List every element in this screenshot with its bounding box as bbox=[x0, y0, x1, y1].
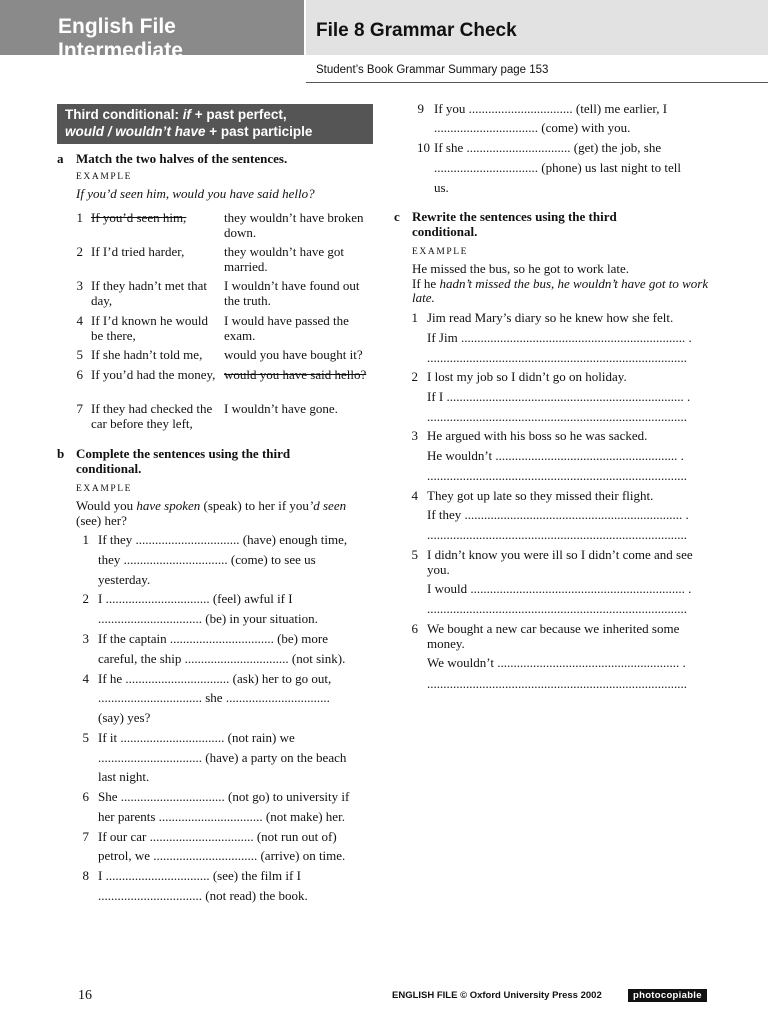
part-b-item-10-line-2: ................................ (phone) us last night to tell bbox=[434, 160, 681, 175]
part-c-item-5-number: 5 bbox=[411, 547, 418, 562]
part-b-example-label: EXAMPLE bbox=[76, 484, 133, 494]
part-c-item-5-question-line-1: I didn’t know you were ill so I didn’t come and see bbox=[427, 547, 693, 562]
part-a-instruction: Match the two halves of the sentences. bbox=[76, 151, 288, 166]
part-b-item-3-line-1: If the captain ................................ (be) more bbox=[98, 631, 328, 646]
part-b-item-1-line-2: they ................................ (come) to see us bbox=[98, 552, 316, 567]
part-a-row-6-left: If you’d had the money, bbox=[91, 367, 216, 382]
part-b-item-10-line-1: If she ................................ (get) the job, she bbox=[434, 140, 662, 155]
part-b-letter: b bbox=[57, 446, 65, 461]
page-number: 16 bbox=[78, 988, 92, 1003]
part-b-item-9-line-1: If you ................................ (tell) me earlier, I bbox=[434, 101, 668, 116]
part-a-row-4-left: If I’d known he would be there, bbox=[91, 313, 208, 343]
part-b-item-10-number: 10 bbox=[417, 140, 430, 155]
part-c-item-5-answer-start[interactable]: I would .................................................................. . bbox=[427, 581, 692, 596]
part-a-letter: a bbox=[57, 151, 64, 166]
section-title-line-2: would / wouldn’t have + past participle bbox=[65, 124, 313, 139]
part-c-item-4-answer-line[interactable]: ................................................................................ bbox=[427, 527, 687, 542]
part-c-item-1-answer-line[interactable]: ................................................................................ bbox=[427, 350, 687, 365]
part-a-row-2-number: 2 bbox=[76, 244, 83, 259]
part-a-row-3-number: 3 bbox=[76, 278, 83, 293]
part-c-item-2-number: 2 bbox=[411, 369, 418, 384]
part-c-item-6-number: 6 bbox=[411, 621, 418, 636]
part-c-item-3-number: 3 bbox=[411, 428, 418, 443]
header-subtitle-bar bbox=[306, 56, 768, 83]
part-a-row-3-right: I wouldn’t have found out the truth. bbox=[224, 278, 360, 308]
part-b-item-8-line-1: I ................................ (see) the film if I bbox=[98, 868, 301, 883]
part-c-example-label: EXAMPLE bbox=[412, 247, 469, 257]
part-c-item-2-question: I lost my job so I didn’t go on holiday. bbox=[427, 369, 627, 384]
part-c-example-line-2: If he hadn’t missed the bus, he wouldn’t have got to work bbox=[412, 276, 709, 291]
part-c-item-2-answer-start[interactable]: If I ......................................................................... . bbox=[427, 389, 691, 404]
part-b-item-8-number: 8 bbox=[82, 868, 89, 883]
part-a-example-label: EXAMPLE bbox=[76, 172, 133, 182]
part-b-item-4-line-1: If he ................................ (ask) her to go out, bbox=[98, 671, 332, 686]
part-b-item-6-line-2: her parents ................................ (not make) her. bbox=[98, 809, 345, 824]
part-b-item-9-number: 9 bbox=[417, 101, 424, 116]
part-c-item-2-answer-line[interactable]: ................................................................................ bbox=[427, 409, 687, 424]
part-a-row-1-left: If you’d seen him, bbox=[91, 210, 187, 225]
part-b-item-10-line-3: us. bbox=[434, 180, 449, 195]
part-b-item-7-number: 7 bbox=[82, 829, 89, 844]
part-c-example-line-3: late. bbox=[412, 290, 435, 305]
part-a-row-5-right: would you have bought it? bbox=[224, 347, 363, 362]
part-a-row-6-number: 6 bbox=[76, 367, 83, 382]
part-b-item-4-line-3: (say) yes? bbox=[98, 710, 151, 725]
part-a-row-5-number: 5 bbox=[76, 347, 83, 362]
part-b-item-1-line-3: yesterday. bbox=[98, 572, 151, 587]
book-title: English File Intermediate bbox=[58, 15, 183, 62]
part-c-item-6-question-line-2: money. bbox=[427, 636, 465, 651]
part-c-item-3-answer-start[interactable]: He wouldn’t ........................................................ . bbox=[427, 448, 684, 463]
part-a-row-3-left: If they hadn’t met that day, bbox=[91, 278, 208, 308]
section-title-line-1: Third conditional: if + past perfect, bbox=[65, 107, 287, 122]
part-c-item-5-answer-line[interactable]: ................................................................................ bbox=[427, 601, 687, 616]
part-c-item-6-answer-line[interactable]: ................................................................................ bbox=[427, 676, 687, 691]
part-c-item-4-answer-start[interactable]: If they ................................................................... . bbox=[427, 507, 689, 522]
part-a-row-6-right: would you have said hello? bbox=[224, 367, 367, 382]
part-b-item-2-number: 2 bbox=[82, 591, 89, 606]
part-b-item-3-number: 3 bbox=[82, 631, 89, 646]
part-c-letter: c bbox=[394, 209, 400, 224]
part-c-item-6-answer-start[interactable]: We wouldn’t ........................................................ . bbox=[427, 655, 686, 670]
part-c-item-3-question: He argued with his boss so he was sacked. bbox=[427, 428, 648, 443]
photocopiable-badge: photocopiable bbox=[628, 989, 707, 1002]
part-b-item-1-line-1: If they ................................ (have) enough time, bbox=[98, 532, 348, 547]
header-left-band bbox=[0, 0, 304, 62]
part-c-item-4-number: 4 bbox=[411, 488, 418, 503]
part-b-example-line-1: Would you have spoken (speak) to her if you’d seen bbox=[76, 498, 347, 513]
part-b-instruction-line-1: Complete the sentences using the third bbox=[76, 446, 291, 461]
part-a-row-1-number: 1 bbox=[76, 210, 83, 225]
page-subtitle: Student’s Book Grammar Summary page 153 bbox=[316, 64, 549, 76]
part-b-item-4-number: 4 bbox=[82, 671, 89, 686]
part-a-example: If you’d seen him, would you have said hello? bbox=[76, 186, 315, 201]
part-b-item-2-line-1: I ................................ (feel) awful if I bbox=[98, 591, 293, 606]
part-b-item-5-line-1: If it ................................ (not rain) we bbox=[98, 730, 295, 745]
part-b-example-line-2: (see) her? bbox=[76, 513, 127, 528]
part-b-item-6-line-1: She ................................ (not go) to university if bbox=[98, 789, 350, 804]
part-b-item-8-line-2: ................................ (not read) the book. bbox=[98, 888, 308, 903]
part-b-item-5-number: 5 bbox=[82, 730, 89, 745]
part-c-instruction-line-2: conditional. bbox=[412, 224, 478, 239]
part-a-row-7-left: If they had checked the car before they left, bbox=[91, 401, 213, 431]
part-a-row-4-right: I would have passed the exam. bbox=[224, 313, 349, 343]
part-a-row-2-left: If I’d tried harder, bbox=[91, 244, 185, 259]
part-b-item-2-line-2: ................................ (be) in your situation. bbox=[98, 611, 318, 626]
page-title: File 8 Grammar Check bbox=[316, 20, 517, 41]
part-c-example-line-1: He missed the bus, so he got to work late. bbox=[412, 261, 629, 276]
part-c-item-4-question: They got up late so they missed their flight. bbox=[427, 488, 654, 503]
part-a-row-4-number: 4 bbox=[76, 313, 83, 328]
section-title-box bbox=[57, 104, 373, 144]
part-b-instruction-line-2: conditional. bbox=[76, 461, 142, 476]
part-b-item-7-line-1: If our car ................................ (not run out of) bbox=[98, 829, 337, 844]
header-right-band bbox=[306, 0, 768, 55]
part-c-instruction-line-1: Rewrite the sentences using the third bbox=[412, 209, 617, 224]
part-b-item-5-line-3: last night. bbox=[98, 769, 150, 784]
part-c-item-6-question-line-1: We bought a new car because we inherited some bbox=[427, 621, 680, 636]
part-a-row-1-right: they wouldn’t have broken down. bbox=[224, 210, 364, 240]
part-b-item-4-line-2: ................................ she ................................ bbox=[98, 690, 330, 705]
part-c-item-1-question: Jim read Mary’s diary so he knew how she felt. bbox=[427, 310, 674, 325]
part-b-item-7-line-2: petrol, we ................................ (arrive) on time. bbox=[98, 848, 346, 863]
part-a-row-2-right: they wouldn’t have got married. bbox=[224, 244, 344, 274]
part-a-row-7-number: 7 bbox=[76, 401, 83, 416]
part-b-item-9-line-2: ................................ (come) with you. bbox=[434, 120, 631, 135]
part-b-item-3-line-2: careful, the ship ................................ (not sink). bbox=[98, 651, 346, 666]
copyright-notice: ENGLISH FILE © Oxford University Press 2002 bbox=[392, 990, 602, 1001]
part-c-item-3-answer-line[interactable]: ................................................................................ bbox=[427, 468, 687, 483]
part-c-item-1-number: 1 bbox=[411, 310, 418, 325]
part-b-item-5-line-2: ................................ (have) a party on the beach bbox=[98, 750, 347, 765]
part-b-item-6-number: 6 bbox=[82, 789, 89, 804]
part-a-row-7-right: I wouldn’t have gone. bbox=[224, 401, 338, 416]
part-b-item-1-number: 1 bbox=[82, 532, 89, 547]
part-a-row-5-left: If she hadn’t told me, bbox=[91, 347, 203, 362]
part-c-item-1-answer-start[interactable]: If Jim ..................................................................... . bbox=[427, 330, 692, 345]
part-c-item-5-question-line-2: you. bbox=[427, 562, 450, 577]
